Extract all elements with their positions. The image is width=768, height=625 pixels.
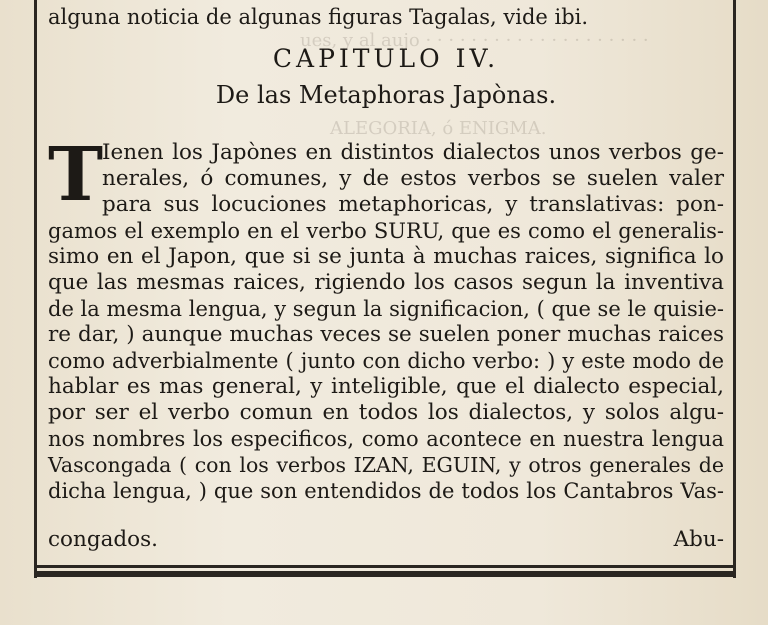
frame-rule-left (34, 0, 37, 578)
frame-rule-bottom-thick (34, 571, 736, 577)
body-line: simo en el Japon, que si se junta à muchas raices, significa lo (48, 244, 724, 269)
body-line: hablar es mas general, y inteligible, que el dialecto especial, (48, 374, 724, 399)
body-line: Vascongada ( con los verbos IZAN, EGUIN, y otros generales de (48, 453, 724, 477)
bleed-through-text: ALEGORIA, ó ENIGMA. (330, 118, 547, 139)
body-line: Ienen los Japònes en distintos dialectos unos verbos ge- (102, 140, 724, 165)
drop-cap: T (48, 132, 104, 218)
frame-rule-right (733, 0, 736, 578)
body-line: gamos el exemplo en el verbo SURU, que es como el generalis- (48, 219, 724, 243)
catchword: Abu- (673, 527, 724, 552)
body-line: para sus locuciones metaphoricas, y translativas: pon- (102, 192, 724, 217)
body-line: nos nombres los especificos, como acontece en nuestra lengua (48, 427, 724, 451)
frame-rule-bottom (34, 565, 736, 568)
chapter-title: CAPITULO IV. (272, 44, 500, 73)
body-line: por ser el verbo comun en todos los dialectos, y solos algu- (48, 400, 724, 425)
body-line: congados. (48, 527, 158, 552)
chapter-subtitle: De las Metaphoras Japònas. (215, 81, 557, 109)
body-line: dicha lengua, ) que son entendidos de todos los Cantabros Vas- (48, 479, 724, 503)
body-line: de la mesma lengua, y segun la significacion, ( que se le quisie- (48, 297, 724, 321)
body-line: que las mesmas raices, rigiendo los casos segun la inventiva (48, 270, 724, 295)
bleed-through-text: ues, y al aujo · · · · · · · · · · · · · · · · · · · · (300, 30, 649, 51)
body-line: re dar, ) aunque muchas veces se suelen poner muchas raices (48, 322, 724, 347)
body-line: como adverbialmente ( junto con dicho verbo: ) y este modo de (48, 349, 724, 373)
body-line: nerales, ó comunes, y de estos verbos se suelen valer (102, 166, 724, 191)
top-line: alguna noticia de algunas figuras Tagalas, vide ibi. (48, 5, 589, 29)
